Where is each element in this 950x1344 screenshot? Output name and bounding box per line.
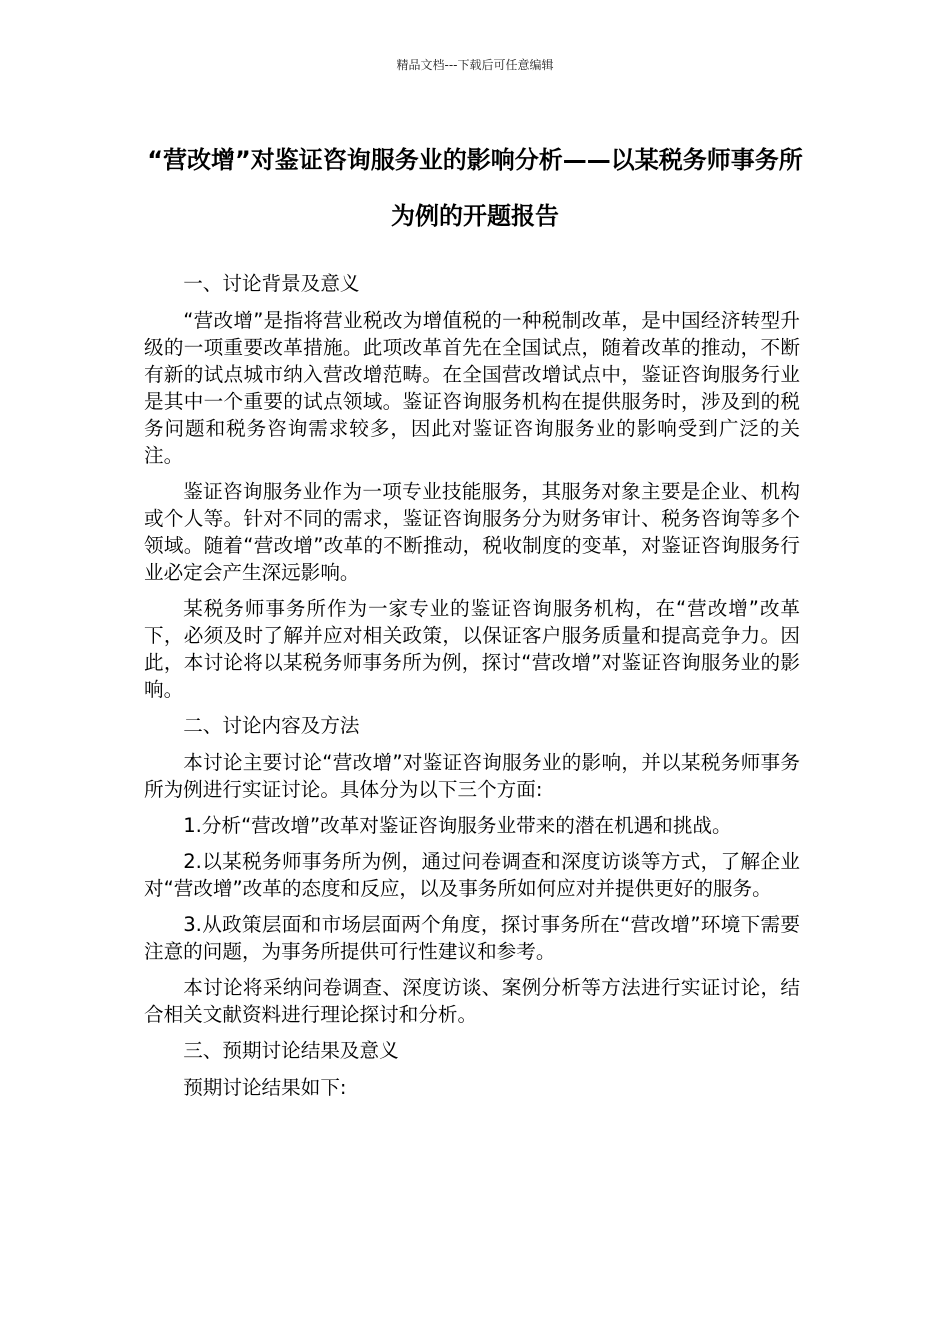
- document-body: [144, 270, 800, 1110]
- list-item: 3.从政策层面和市场层面两个角度，探讨事务所在“营改增”环境下需要注意的问题，为事务所提供可行性建议和参考。: [144, 913, 800, 963]
- paragraph: 某税务师事务所作为一家专业的鉴证咨询服务机构，在“营改增”改革下，必须及时了解并应对相关政策，以保证客户服务质量和提高竞争力。因此，本讨论将以某税务师事务所为例，探讨“营改增”对鉴证咨询服务业的影响。: [144, 597, 800, 701]
- section-heading-content-method: 二、讨论内容及方法: [183, 714, 360, 737]
- list-item: 1.分析“营改增”改革对鉴证咨询服务业带来的潜在机遇和挑战。: [183, 814, 732, 837]
- paragraph: 预期讨论结果如下:: [183, 1076, 347, 1099]
- section-heading-background: 一、讨论背景及意义: [183, 272, 360, 295]
- paragraph: 本讨论将采纳问卷调查、深度访谈、案例分析等方法进行实证讨论，结合相关文献资料进行理论探讨和分析。: [144, 976, 800, 1026]
- paragraph: “营改增”是指将营业税改为增值税的一种税制改革，是中国经济转型升级的一项重要改革措施。此项改革首先在全国试点，随着改革的推动，不断有新的试点城市纳入营改增范畴。在全国营改增试点中，鉴证咨询服务行业是其中一个重要的试点领域。鉴证咨询服务机构在提供服务时，涉及到的税务问题和税务咨询需求较多，因此对鉴证咨询服务业的影响受到广泛的关注。: [144, 309, 800, 467]
- paragraph: 鉴证咨询服务业作为一项专业技能服务，其服务对象主要是企业、机构或个人等。针对不同的需求，鉴证咨询服务分为财务审计、税务咨询等多个领域。随着“营改增”改革的不断推动，税收制度的变革，对鉴证咨询服务行业必定会产生深远影响。: [144, 480, 800, 584]
- paragraph: 本讨论主要讨论“营改增”对鉴证咨询服务业的影响，并以某税务师事务所为例进行实证讨论。具体分为以下三个方面:: [144, 751, 800, 801]
- page-header-note: 精品文档---下载后可任意编辑: [396, 58, 554, 72]
- document-title: “营改增”对鉴证咨询服务业的影响分析——以某税务师事务所为例的开题报告: [147, 146, 803, 230]
- section-heading-expected-results: 三、预期讨论结果及意义: [183, 1039, 399, 1062]
- list-item: 2.以某税务师事务所为例，通过问卷调查和深度访谈等方式，了解企业对“营改增”改革的态度和反应，以及事务所如何应对并提供更好的服务。: [144, 850, 800, 900]
